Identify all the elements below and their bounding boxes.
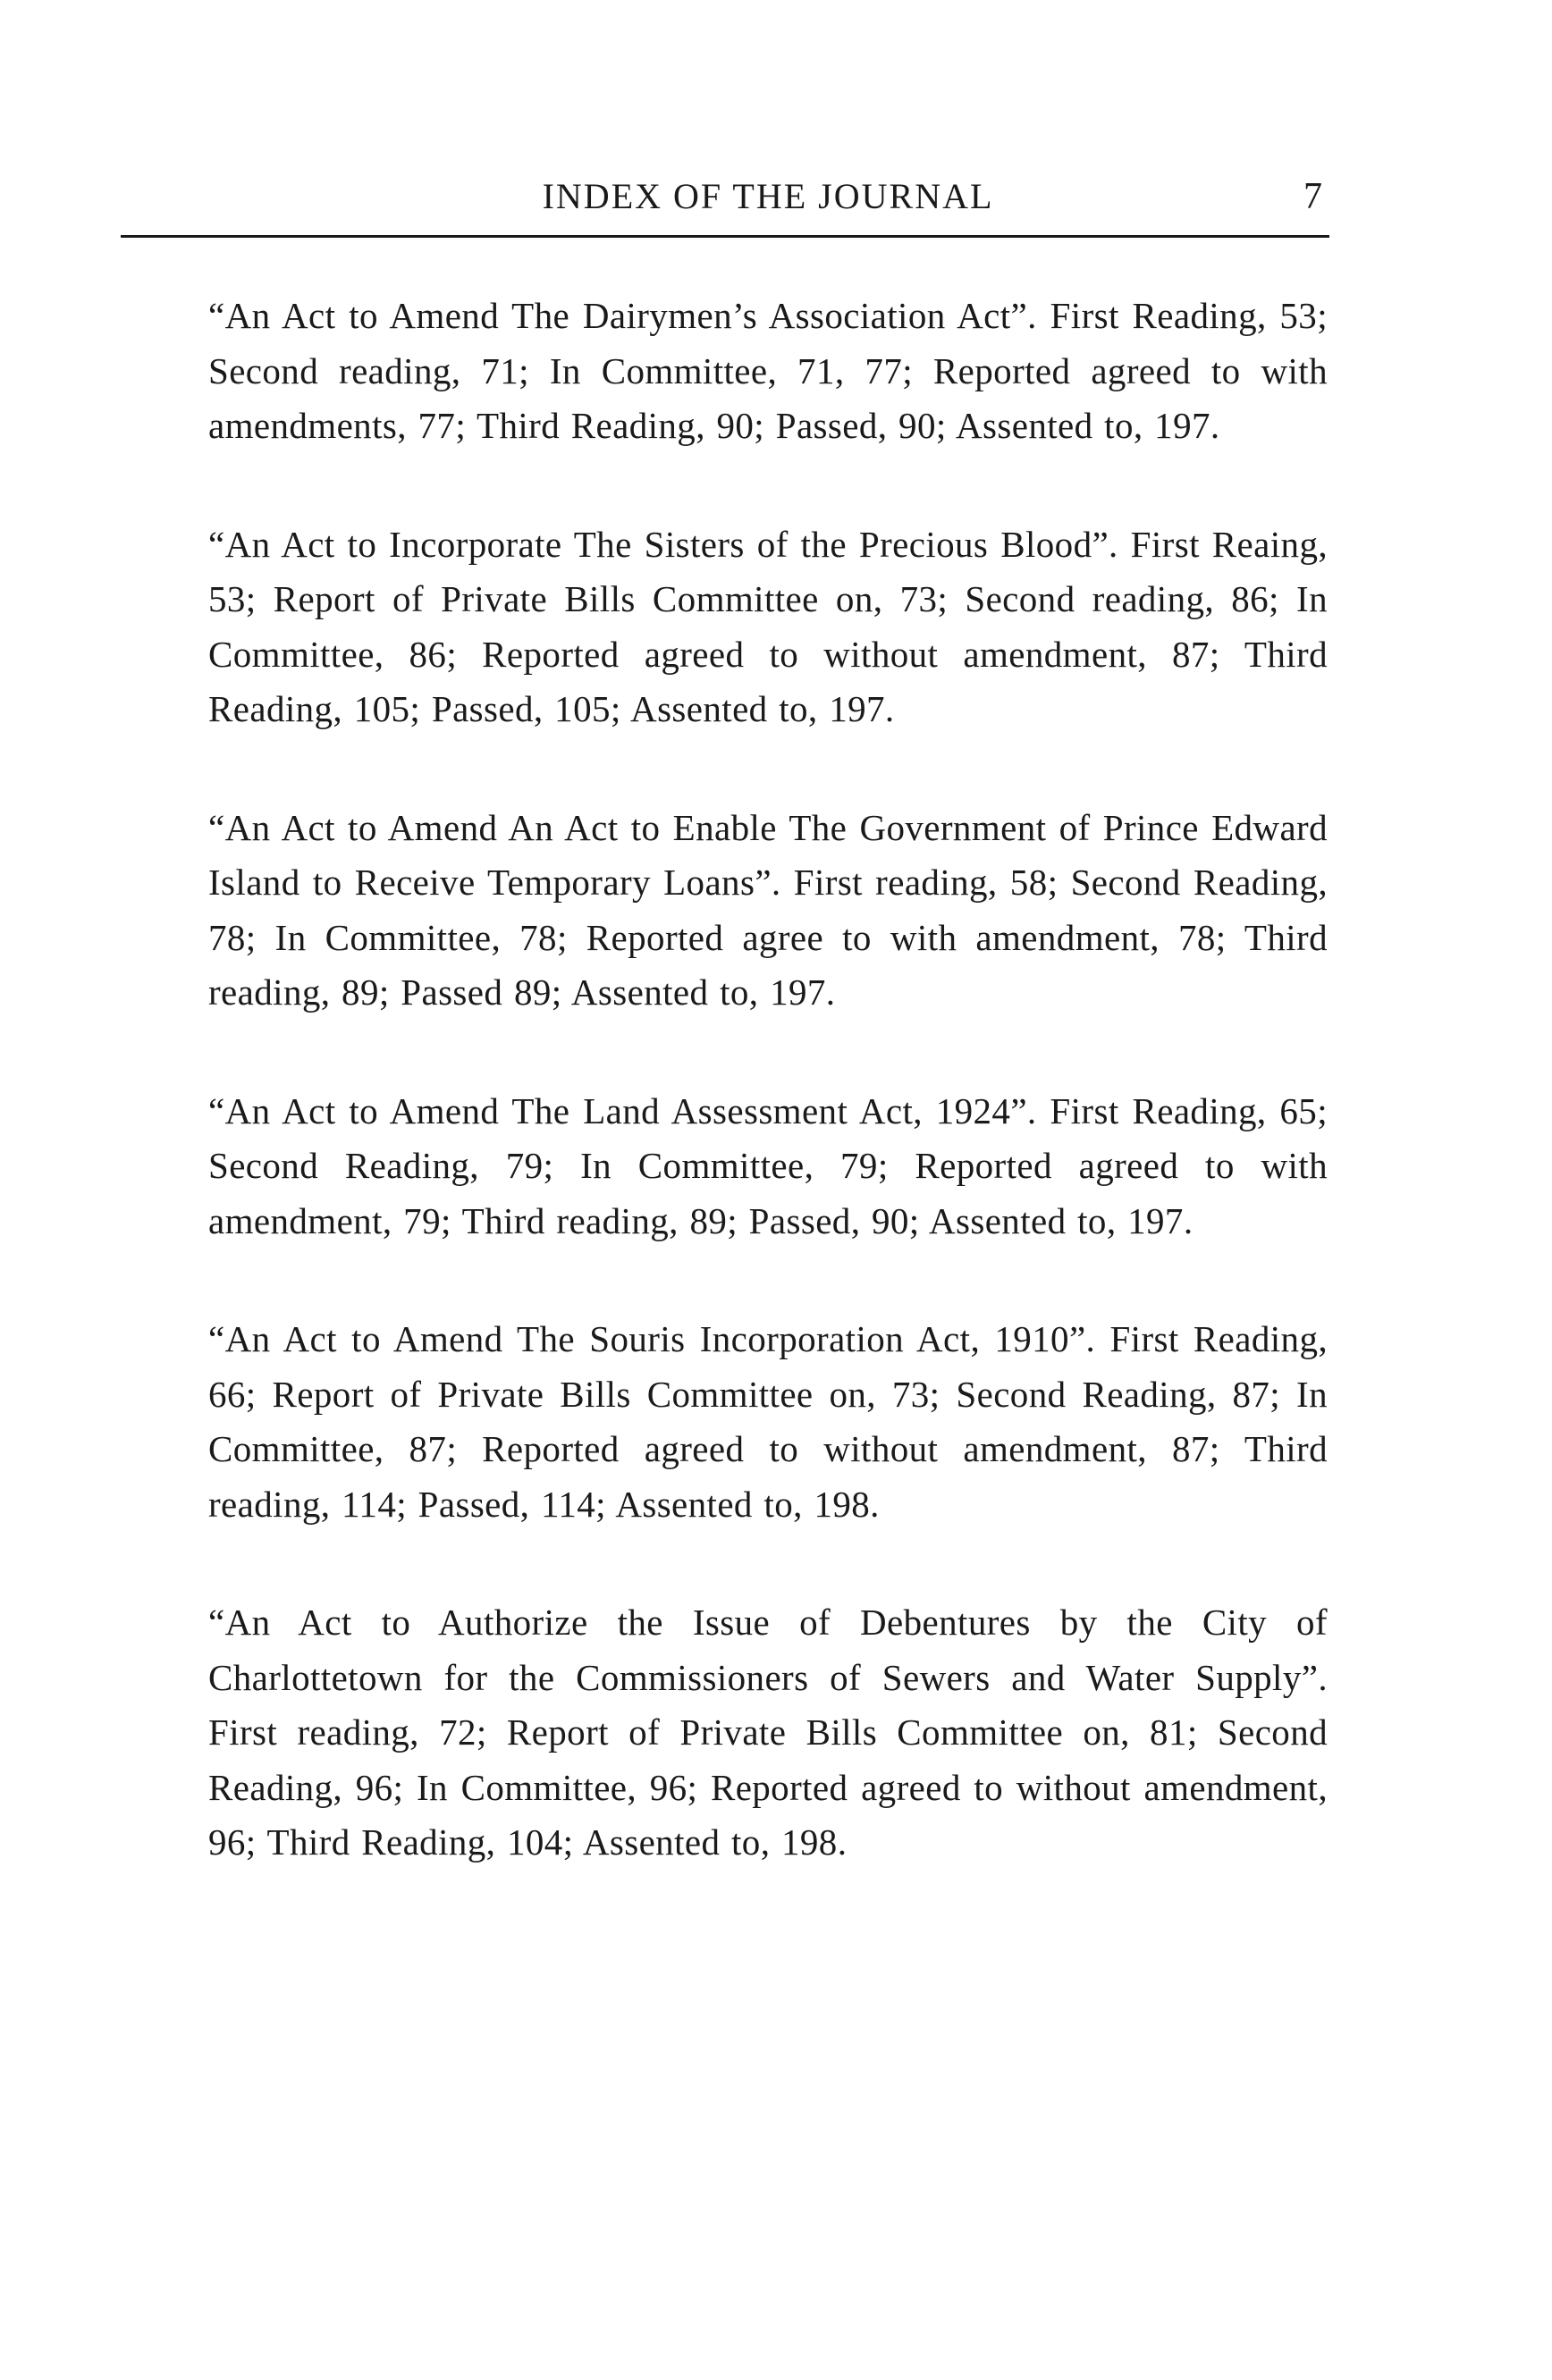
index-entry: “An Act to Amend The Dairymen’s Association Act”. First Reading, 53; Second reading, 71; In Committee, 71, 77; Reported agreed to with amendments, 77; Third Reading, 90; Passed, 90; Assented to, 197. bbox=[208, 295, 1328, 446]
index-entries bbox=[208, 289, 1328, 1871]
index-entry: “An Act to Amend The Land Assessment Act, 1924”. First Reading, 65; Second Reading, 79; In Committee, 79; Reported agreed to with amendment, 79; Third reading, 89; Passed, 90; Assented to, 197. bbox=[208, 1089, 1328, 1241]
index-entry: “An Act to Amend The Souris Incorporation Act, 1910”. First Reading, 66; Report of Private Bills Committee on, 73; Second Reading, 87; In Committee, 87; Reported agreed to without amendment, 87; Third reading, 114; Passed, 114; Assented to, 198. bbox=[208, 1318, 1328, 1525]
header-rule bbox=[121, 235, 1329, 238]
index-entry: “An Act to Incorporate The Sisters of the Precious Blood”. First Reaing, 53; Report of Private Bills Committee on, 73; Second reading, 86; In Committee, 86; Reported agreed to without amendment, 87; Third Reading, 105; Passed, 105; Assented to, 197. bbox=[208, 523, 1328, 729]
index-entry: “An Act to Amend An Act to Enable The Government of Prince Edward Island to Receive Temporary Loans”. First reading, 58; Second Reading, 78; In Committee, 78; Reported agree to with amendment, 78; Third reading, 89; Passed 89; Assented to, 197. bbox=[208, 806, 1328, 1013]
index-entry: “An Act to Authorize the Issue of Debentures by the City of Charlottetown for the Commissioners of Sewers and Water Supply”. First reading, 72; Report of Private Bills Committee on, 81; Second Reading, 96; In Committee, 96; Reported agreed to without amendment, 96; Third Reading, 104; Assented to, 198. bbox=[208, 1602, 1328, 1863]
page-number: 7 bbox=[1303, 176, 1322, 217]
running-title: INDEX OF THE JOURNAL bbox=[542, 176, 994, 216]
running-head bbox=[208, 170, 1328, 223]
